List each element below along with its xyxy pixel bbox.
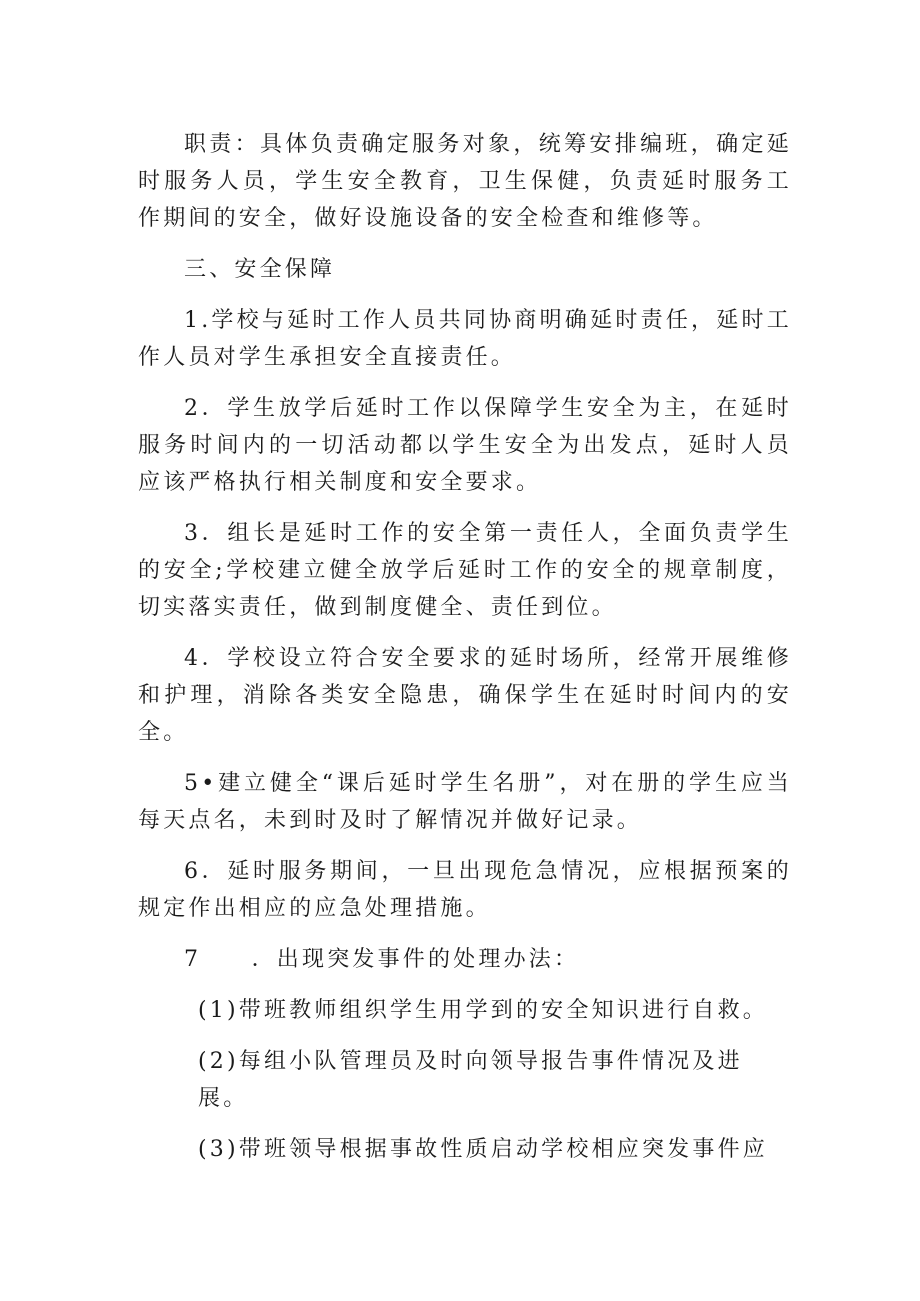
paragraph-item-3: 3．组长是延时工作的安全第一责任人，全面负责学生的安全;学校建立健全放学后延时工作的安全的规章制度，切实落实责任，做到制度健全、责任到位。 <box>138 521 792 620</box>
sub-item-3: (3)带班领导根据事故性质启动学校相应突发事件应 <box>198 1137 768 1162</box>
paragraph-item-5: 5•建立健全“课后延时学生名册”，对在册的学生应当每天点名，未到时及时了解情况并做好记录。 <box>138 771 792 833</box>
sub-item-2: (2)每组小队管理员及时向领导报告事件情况及进展。 <box>198 1049 743 1111</box>
paragraph-item-2: 2．学生放学后延时工作以保障学生安全为主，在延时服务时间内的一切活动都以学生安全为出发点，延时人员应该严格执行相关制度和安全要求。 <box>138 396 792 495</box>
paragraph-duties: 职责：具体负责确定服务对象，统筹安排编班，确定延时服务人员，学生安全教育，卫生保健，负责延时服务工作期间的安全，做好设施设备的安全检查和维修等。 <box>138 132 792 231</box>
sub-item-1: (1)带班教师组织学生用学到的安全知识进行自救。 <box>198 998 768 1023</box>
paragraph-item-4: 4．学校设立符合安全要求的延时场所，经常开展维修和护理，消除各类安全隐患，确保学生在延时时间内的安全。 <box>138 646 792 745</box>
section-heading-safety: 三、安全保障 <box>184 257 336 282</box>
paragraph-item-1: 1.学校与延时工作人员共同协商明确延时责任，延时工作人员对学生承担安全直接责任。 <box>138 308 792 370</box>
paragraph-item-7: 7 ．出现突发事件的处理办法： <box>184 947 580 972</box>
paragraph-item-6: 6．延时服务期间，一旦出现危急情况，应根据预案的规定作出相应的应急处理措施。 <box>138 859 792 921</box>
